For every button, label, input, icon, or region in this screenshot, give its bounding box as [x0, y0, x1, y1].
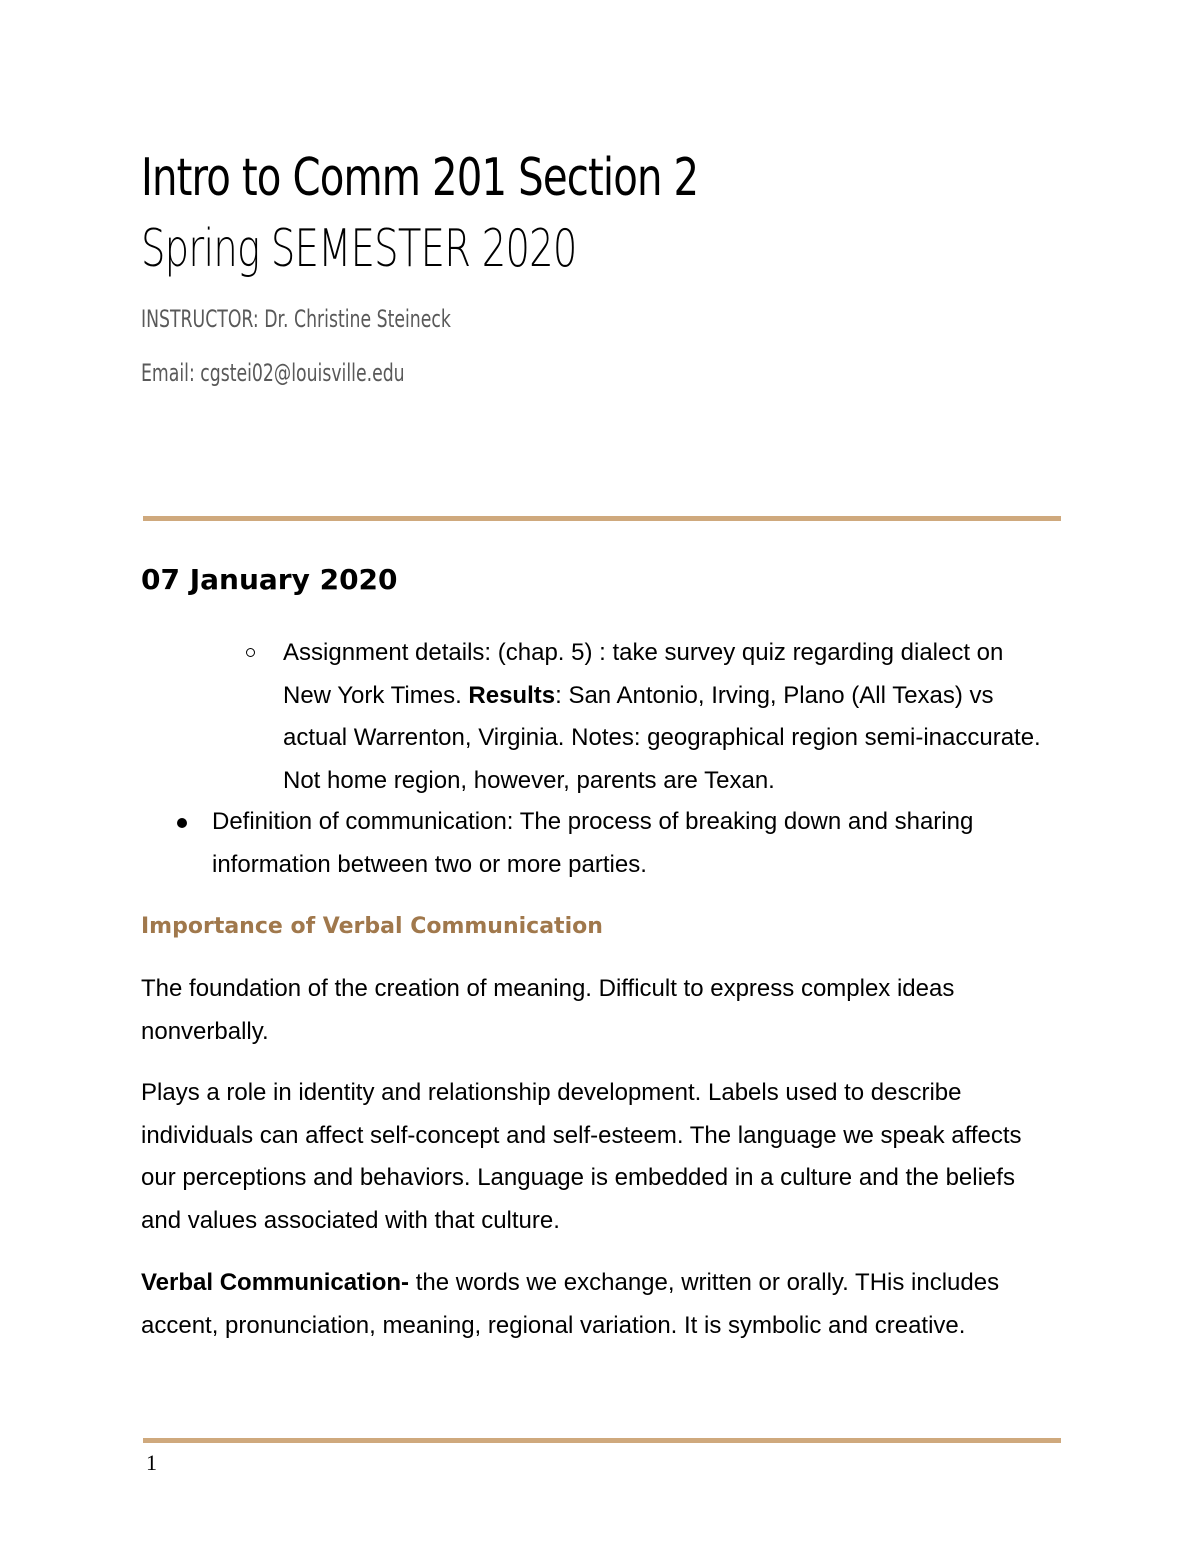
page-number: 1 [146, 1450, 157, 1475]
section-heading: Importance of Verbal Communication [141, 914, 603, 939]
definition-item: Definition of communication: The process of breaking down and sharing information between two or more parties. [212, 808, 974, 878]
verbal-communication-definition: the words we exchange, written or orally. THis includes accent, pronunciation, meaning, regional variation. It is symbolic and creative. [141, 1269, 1000, 1339]
paragraph-foundation: The foundation of the creation of meaning. Difficult to express complex ideas nonverbally. [141, 975, 955, 1045]
instructor-line: INSTRUCTOR: Dr. Christine Steineck [141, 305, 451, 333]
assignment-details-text: Assignment details: (chap. 5) : take survey quiz regarding dialect on New York Times. [283, 639, 1004, 709]
top-divider [143, 516, 1061, 521]
document-subtitle: Spring SEMESTER 2020 [141, 219, 577, 279]
date-heading: 07 January 2020 [141, 563, 398, 596]
results-label: Results [468, 681, 556, 709]
document-title: Intro to Comm 201 Section 2 [141, 148, 699, 208]
paragraph-identity: Plays a role in identity and relationship development. Labels used to describe individuals can affect self-concept and self-esteem. The language we speak affects our perceptions and behaviors. Language is embedded in a culture and the beliefs and values associated with that culture. [141, 1079, 1022, 1234]
email-line: Email: cgstei02@louisville.edu [141, 359, 405, 387]
bottom-divider [143, 1438, 1061, 1443]
results-text: : San Antonio, Irving, Plano (All Texas) vs actual Warrenton, Virginia. Notes: geographical region semi-inaccurate. Not home region, however, parents are Texan. [283, 681, 1041, 794]
verbal-communication-term: Verbal Communication- [141, 1269, 410, 1296]
paragraph-verbal-communication [141, 1262, 1061, 1347]
filled-bullet-icon [177, 818, 187, 828]
assignment-details-item [283, 632, 1043, 802]
hollow-bullet-icon [246, 648, 255, 657]
